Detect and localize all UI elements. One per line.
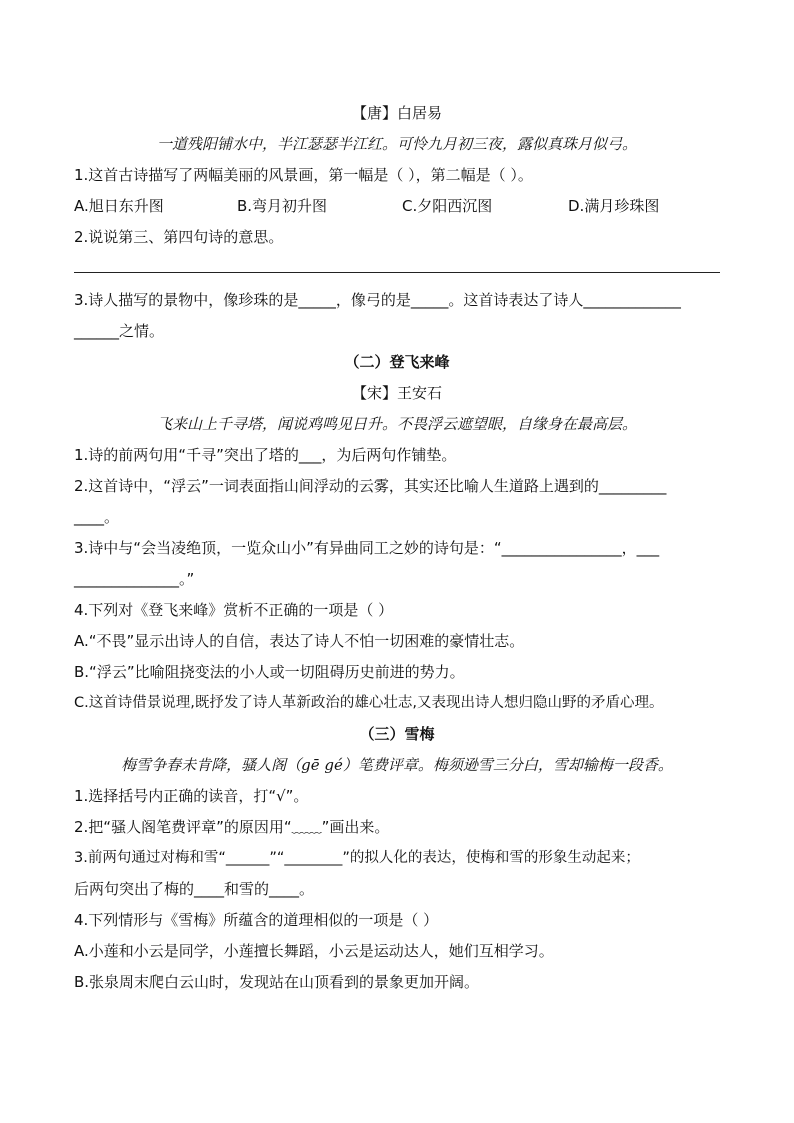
answer-line [74,272,720,273]
poem1-option-c: C.夕阳西沉图 [402,197,493,215]
poem2-question-2-line1: 2.这首诗中，“浮云”一词表面指山间浮动的云雾，其实还比喻人生道路上遇到的_________ [74,477,667,495]
poem3-question-1: 1.选择括号内正确的读音，打“√”。 [74,787,309,805]
poem1-attribution: 【唐】白居易 [351,104,442,122]
poem1-question-3-line1: 3.诗人描写的景物中，像珍珠的是_____，像弓的是_____。这首诗表达了诗人_____________ [74,291,681,309]
poem1-question-3-line2: ______之情。 [74,322,165,340]
poem3-text: 梅雪争春未肯降，骚人阁（gē gé）笔费评章。梅须逊雪三分白，雪却输梅一段香。 [121,756,673,774]
poem3-question-2: 2.把“骚人阁笔费评章”的原因用“﹏﹏”画出来。 [74,818,390,836]
poem2-attribution: 【宋】王安石 [351,384,442,402]
poem3-question-4: 4.下列情形与《雪梅》所蕴含的道理相似的一项是（ ） [74,911,439,929]
poem2-option-b: B.“浮云”比喻阻挠变法的小人或一切阻碍历史前进的势力。 [74,663,465,681]
poem3-option-b: B.张泉周末爬白云山时，发现站在山顶看到的景象更加开阔。 [74,973,480,991]
poem2-text: 飞来山上千寻塔，闻说鸡鸣见日升。不畏浮云遮望眼，自缘身在最高层。 [156,415,637,433]
poem2-question-4: 4.下列对《登飞来峰》赏析不正确的一项是（ ） [74,601,394,619]
poem1-question-1: 1.这首古诗描写了两幅美丽的风景画，第一幅是（ ），第二幅是（ ）。 [74,166,533,184]
poem2-question-1: 1.诗的前两句用“千寻”突出了塔的___，为后两句作铺垫。 [74,446,457,464]
poem2-option-a: A.“不畏”显示出诗人的自信，表达了诗人不怕一切困难的豪情壮志。 [74,632,525,650]
poem2-question-3-line1: 3.诗中与“会当凌绝顶，一览众山小”有异曲同工之妙的诗句是：“________________，___ [74,539,660,557]
poem1-text: 一道残阳铺水中，半江瑟瑟半江红。可怜九月初三夜，露似真珠月似弓。 [156,135,637,153]
poem1-option-b: B.弯月初升图 [237,197,328,215]
poem2-option-c: C.这首诗借景说理,既抒发了诗人革新政治的雄心壮志,又表现出诗人想归隐山野的矛盾心理。 [74,695,664,711]
poem3-heading: （三）雪梅 [359,725,435,743]
poem3-question-3-line1: 3.前两句通过对梅和雪“______”“________”的拟人化的表达，使梅和雪的形象生动起来； [74,850,640,866]
poem1-option-a: A.旭日东升图 [74,197,164,215]
poem1-option-d: D.满月珍珠图 [568,197,660,215]
poem3-question-3-line2: 后两句突出了梅的____和雪的____。 [74,880,315,898]
poem2-question-3-line2: ______________。” [74,570,195,588]
poem2-question-2-line2: ____。 [74,508,120,526]
poem2-heading: （二）登飞来峰 [344,353,450,371]
poem3-option-a: A.小莲和小云是同学，小莲擅长舞蹈，小云是运动达人，她们互相学习。 [74,942,554,960]
poem1-question-2: 2.说说第三、第四句诗的意思。 [74,228,284,246]
